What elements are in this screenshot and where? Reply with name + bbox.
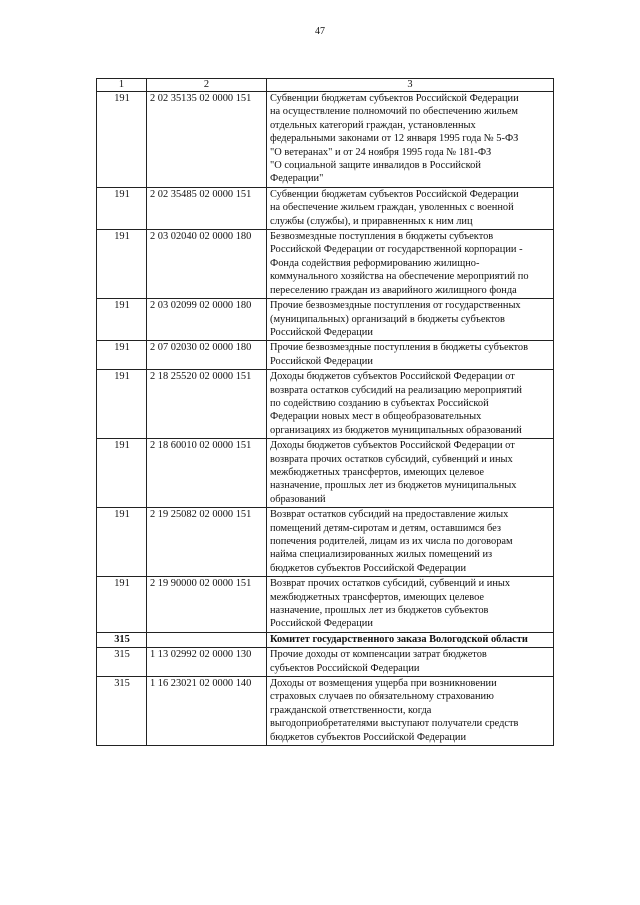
header-col-1: 1 <box>97 79 147 92</box>
budget-code-cell: 2 19 90000 02 0000 151 <box>147 577 267 633</box>
table-row <box>97 92 554 188</box>
budget-code-cell: 1 13 02992 02 0000 130 <box>147 648 267 677</box>
description-cell: Прочие безвозмездные поступления от государственных (муниципальных) организаций в бюджеты субъектов Российской Федерации <box>267 299 554 341</box>
budget-code-cell: 2 02 35135 02 0000 151 <box>147 92 267 188</box>
budget-code-cell: 2 02 35485 02 0000 151 <box>147 187 267 229</box>
admin-code-cell: 191 <box>97 341 147 370</box>
admin-code-cell: 191 <box>97 577 147 633</box>
admin-code-cell: 191 <box>97 299 147 341</box>
table-row <box>97 341 554 370</box>
table-header-row <box>97 79 554 92</box>
table-row <box>97 187 554 229</box>
description-cell: Доходы бюджетов субъектов Российской Федерации от возврата прочих остатков субсидий, субвенций и иных межбюджетных трансфертов, имеющих целевое назначение, прошлых лет из бюджетов муниципальных образований <box>267 439 554 508</box>
description-cell: Субвенции бюджетам субъектов Российской Федерации на обеспечение жильем граждан, уволенных с военной службы (службы), и приравненных к ним лиц <box>267 187 554 229</box>
admin-code-cell: 191 <box>97 508 147 577</box>
admin-code-cell: 191 <box>97 370 147 439</box>
budget-code-cell: 2 18 60010 02 0000 151 <box>147 439 267 508</box>
section-header-row <box>97 632 554 647</box>
description-cell: Возврат прочих остатков субсидий, субвенций и иных межбюджетных трансфертов, имеющих целевое назначение, прошлых лет из бюджетов субъектов Российской Федерации <box>267 577 554 633</box>
description-cell: Прочие безвозмездные поступления в бюджеты субъектов Российской Федерации <box>267 341 554 370</box>
description-cell: Доходы бюджетов субъектов Российской Федерации от возврата остатков субсидий на реализацию мероприятий по содействию созданию в субъектах Российской Федерации новых мест в общеобразовательных организациях из бюджетов муниципальных образований <box>267 370 554 439</box>
budget-code-cell: 2 03 02040 02 0000 180 <box>147 230 267 299</box>
budget-code-cell: 1 16 23021 02 0000 140 <box>147 677 267 746</box>
description-cell: Доходы от возмещения ущерба при возникновении страховых случаев по обязательному страхованию гражданской ответственности, когда выгодоприобретателями выступают получатели средств бюджетов субъектов Российской Федерации <box>267 677 554 746</box>
description-cell: Безвозмездные поступления в бюджеты субъектов Российской Федерации от государственной корпорации - Фонда содействия реформированию жилищно- коммунального хозяйства на обеспечение мероприятий по переселению граждан из аварийного жилищного фонда <box>267 230 554 299</box>
page-number: 47 <box>315 26 325 37</box>
description-cell: Субвенции бюджетам субъектов Российской Федерации на осуществление полномочий по обеспечению жильем отдельных категорий граждан, установленных федеральными законами от 12 января 1995 года № 5-ФЗ "О ветеранах" и от 24 ноября 1995 года № 181-ФЗ "О социальной защите инвалидов в Российской Федерации" <box>267 92 554 188</box>
table-row <box>97 299 554 341</box>
table-row <box>97 230 554 299</box>
budget-code-cell: 2 19 25082 02 0000 151 <box>147 508 267 577</box>
table-row <box>97 370 554 439</box>
budget-code-cell: 2 07 02030 02 0000 180 <box>147 341 267 370</box>
revenue-codes-table <box>96 78 554 746</box>
admin-code-cell: 191 <box>97 230 147 299</box>
header-col-2: 2 <box>147 79 267 92</box>
table-row <box>97 508 554 577</box>
admin-code-cell: 315 <box>97 648 147 677</box>
description-cell: Возврат остатков субсидий на предоставление жилых помещений детям-сиротам и детям, оставшимся без попечения родителей, лицам из их числа по договорам найма специализированных жилых помещений из бюджетов субъектов Российской Федерации <box>267 508 554 577</box>
description-cell: Прочие доходы от компенсации затрат бюджетов субъектов Российской Федерации <box>267 648 554 677</box>
header-col-3: 3 <box>267 79 554 92</box>
table-row <box>97 439 554 508</box>
table-row <box>97 577 554 633</box>
admin-code-cell: 191 <box>97 439 147 508</box>
admin-code-cell: 315 <box>97 632 147 647</box>
table-row <box>97 648 554 677</box>
budget-code-cell: 2 03 02099 02 0000 180 <box>147 299 267 341</box>
admin-code-cell: 191 <box>97 92 147 188</box>
admin-code-cell: 191 <box>97 187 147 229</box>
section-title-cell: Комитет государственного заказа Вологодской области <box>267 632 554 647</box>
budget-code-cell: 2 18 25520 02 0000 151 <box>147 370 267 439</box>
table-row <box>97 677 554 746</box>
budget-code-cell <box>147 632 267 647</box>
admin-code-cell: 315 <box>97 677 147 746</box>
